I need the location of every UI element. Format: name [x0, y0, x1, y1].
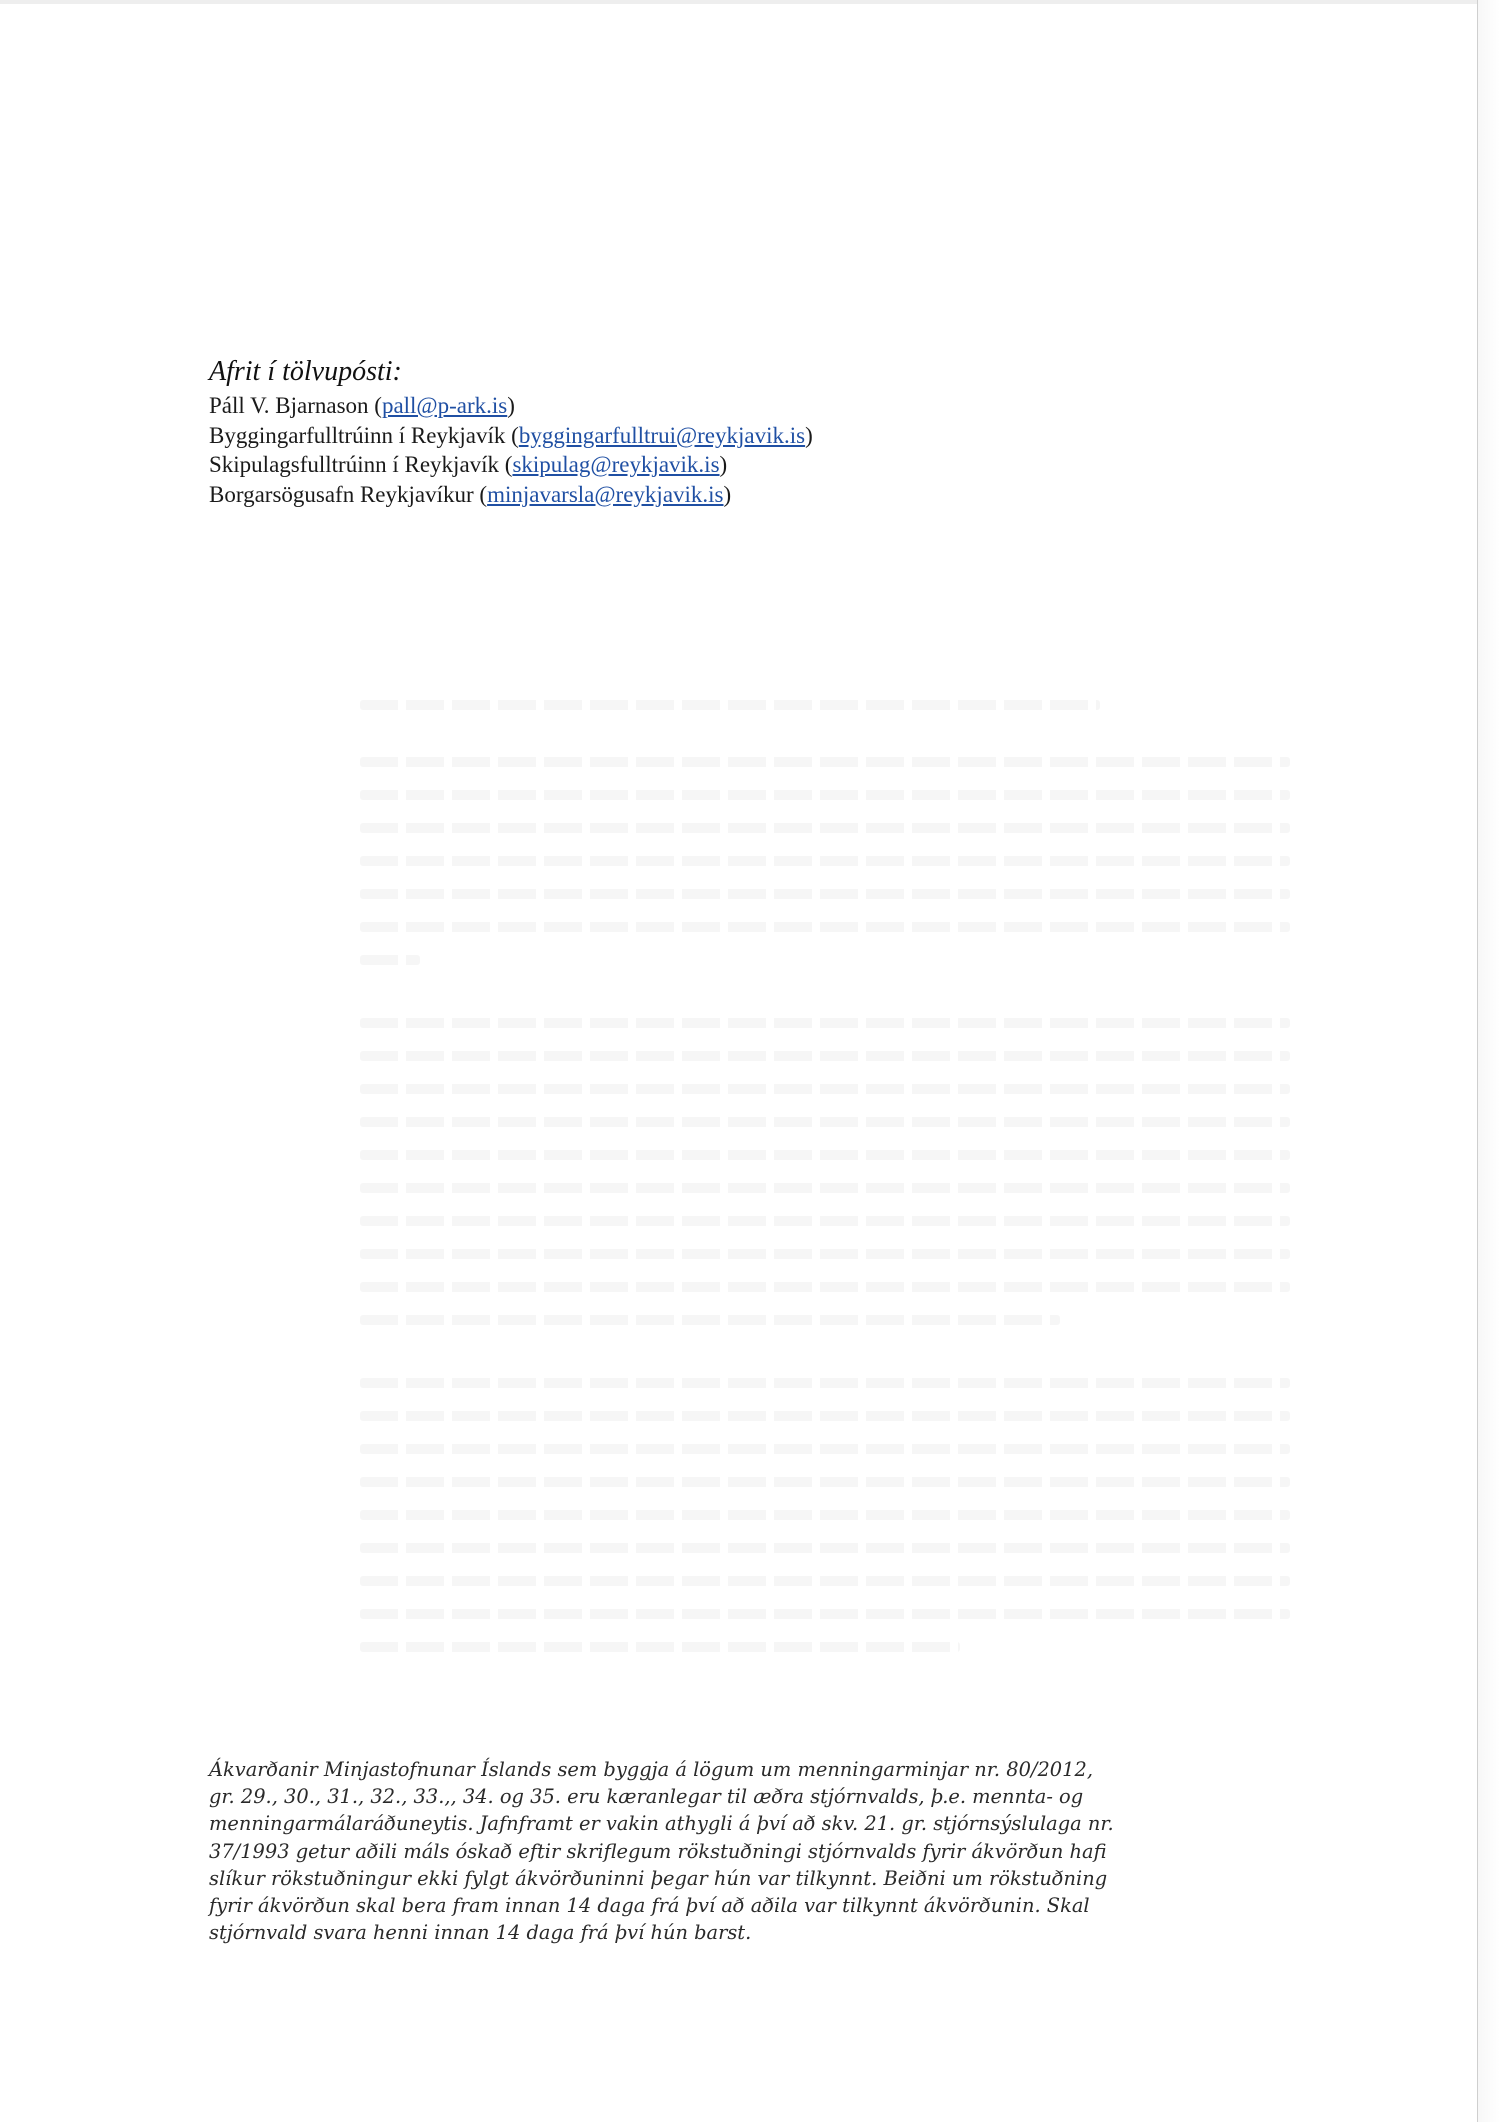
recipient-name: Skipulagsfulltrúinn í Reykjavík ( [209, 452, 513, 477]
recipient-suffix: ) [507, 393, 515, 418]
notice-line: stjórnvald svara henni innan 14 daga frá því hún barst. [209, 1921, 752, 1945]
page-right-edge [1477, 0, 1500, 2122]
recipient-email-link[interactable]: byggingarfulltrui@reykjavik.is [518, 422, 806, 448]
notice-line: gr. 29., 30., 31., 32., 33.,, 34. og 35. eru kæranlegar til æðra stjórnvalds, þ.e. mennta- og [209, 1785, 1084, 1809]
recipient-suffix: ) [805, 422, 813, 448]
notice-line: slíkur rökstuðningur ekki fylgt ákvörðuninni þegar hún var tilkynnt. Beiðni um rökstuðning [209, 1866, 1108, 1890]
recipient-email-link[interactable]: skipulag@reykjavik.is [512, 452, 720, 477]
recipient-email-link[interactable]: pall@p-ark.is [381, 393, 508, 418]
recipient-suffix: ) [719, 452, 728, 477]
recipient-name: Páll V. Bjarnason ( [209, 393, 382, 418]
recipient-suffix: ) [723, 481, 732, 507]
recipient-line [209, 391, 1109, 421]
page-top-edge [0, 0, 1500, 4]
recipient-line [209, 421, 1109, 451]
copy-recipients-section [209, 355, 1109, 509]
appeal-notice [209, 1756, 1114, 1946]
recipient-line [209, 480, 1109, 510]
notice-line: menningarmálaráðuneytis. Jafnframt er vakin athygli á því að skv. 21. gr. stjórnsýslulaga nr. [209, 1812, 1114, 1836]
notice-line: 37/1993 getur aðili máls óskað eftir skriflegum rökstuðningi stjórnvalds fyrir ákvörðun hafi [209, 1839, 1107, 1863]
recipient-line [209, 450, 1109, 480]
notice-line: fyrir ákvörðun skal bera fram innan 14 daga frá því að aðila var tilkynnt ákvörðunin. Skal [209, 1894, 1090, 1918]
recipient-name: Byggingarfulltrúinn í Reykjavík ( [209, 422, 519, 448]
copy-heading: Afrit í tölvupósti: [209, 356, 402, 387]
notice-line: Ákvarðanir Minjastofnunar Íslands sem byggja á lögum um menningarminjar nr. 80/2012, [209, 1758, 1093, 1781]
recipient-name: Borgarsögusafn Reykjavíkur ( [209, 481, 488, 507]
recipient-email-link[interactable]: minjavarsla@reykjavik.is [487, 481, 724, 507]
